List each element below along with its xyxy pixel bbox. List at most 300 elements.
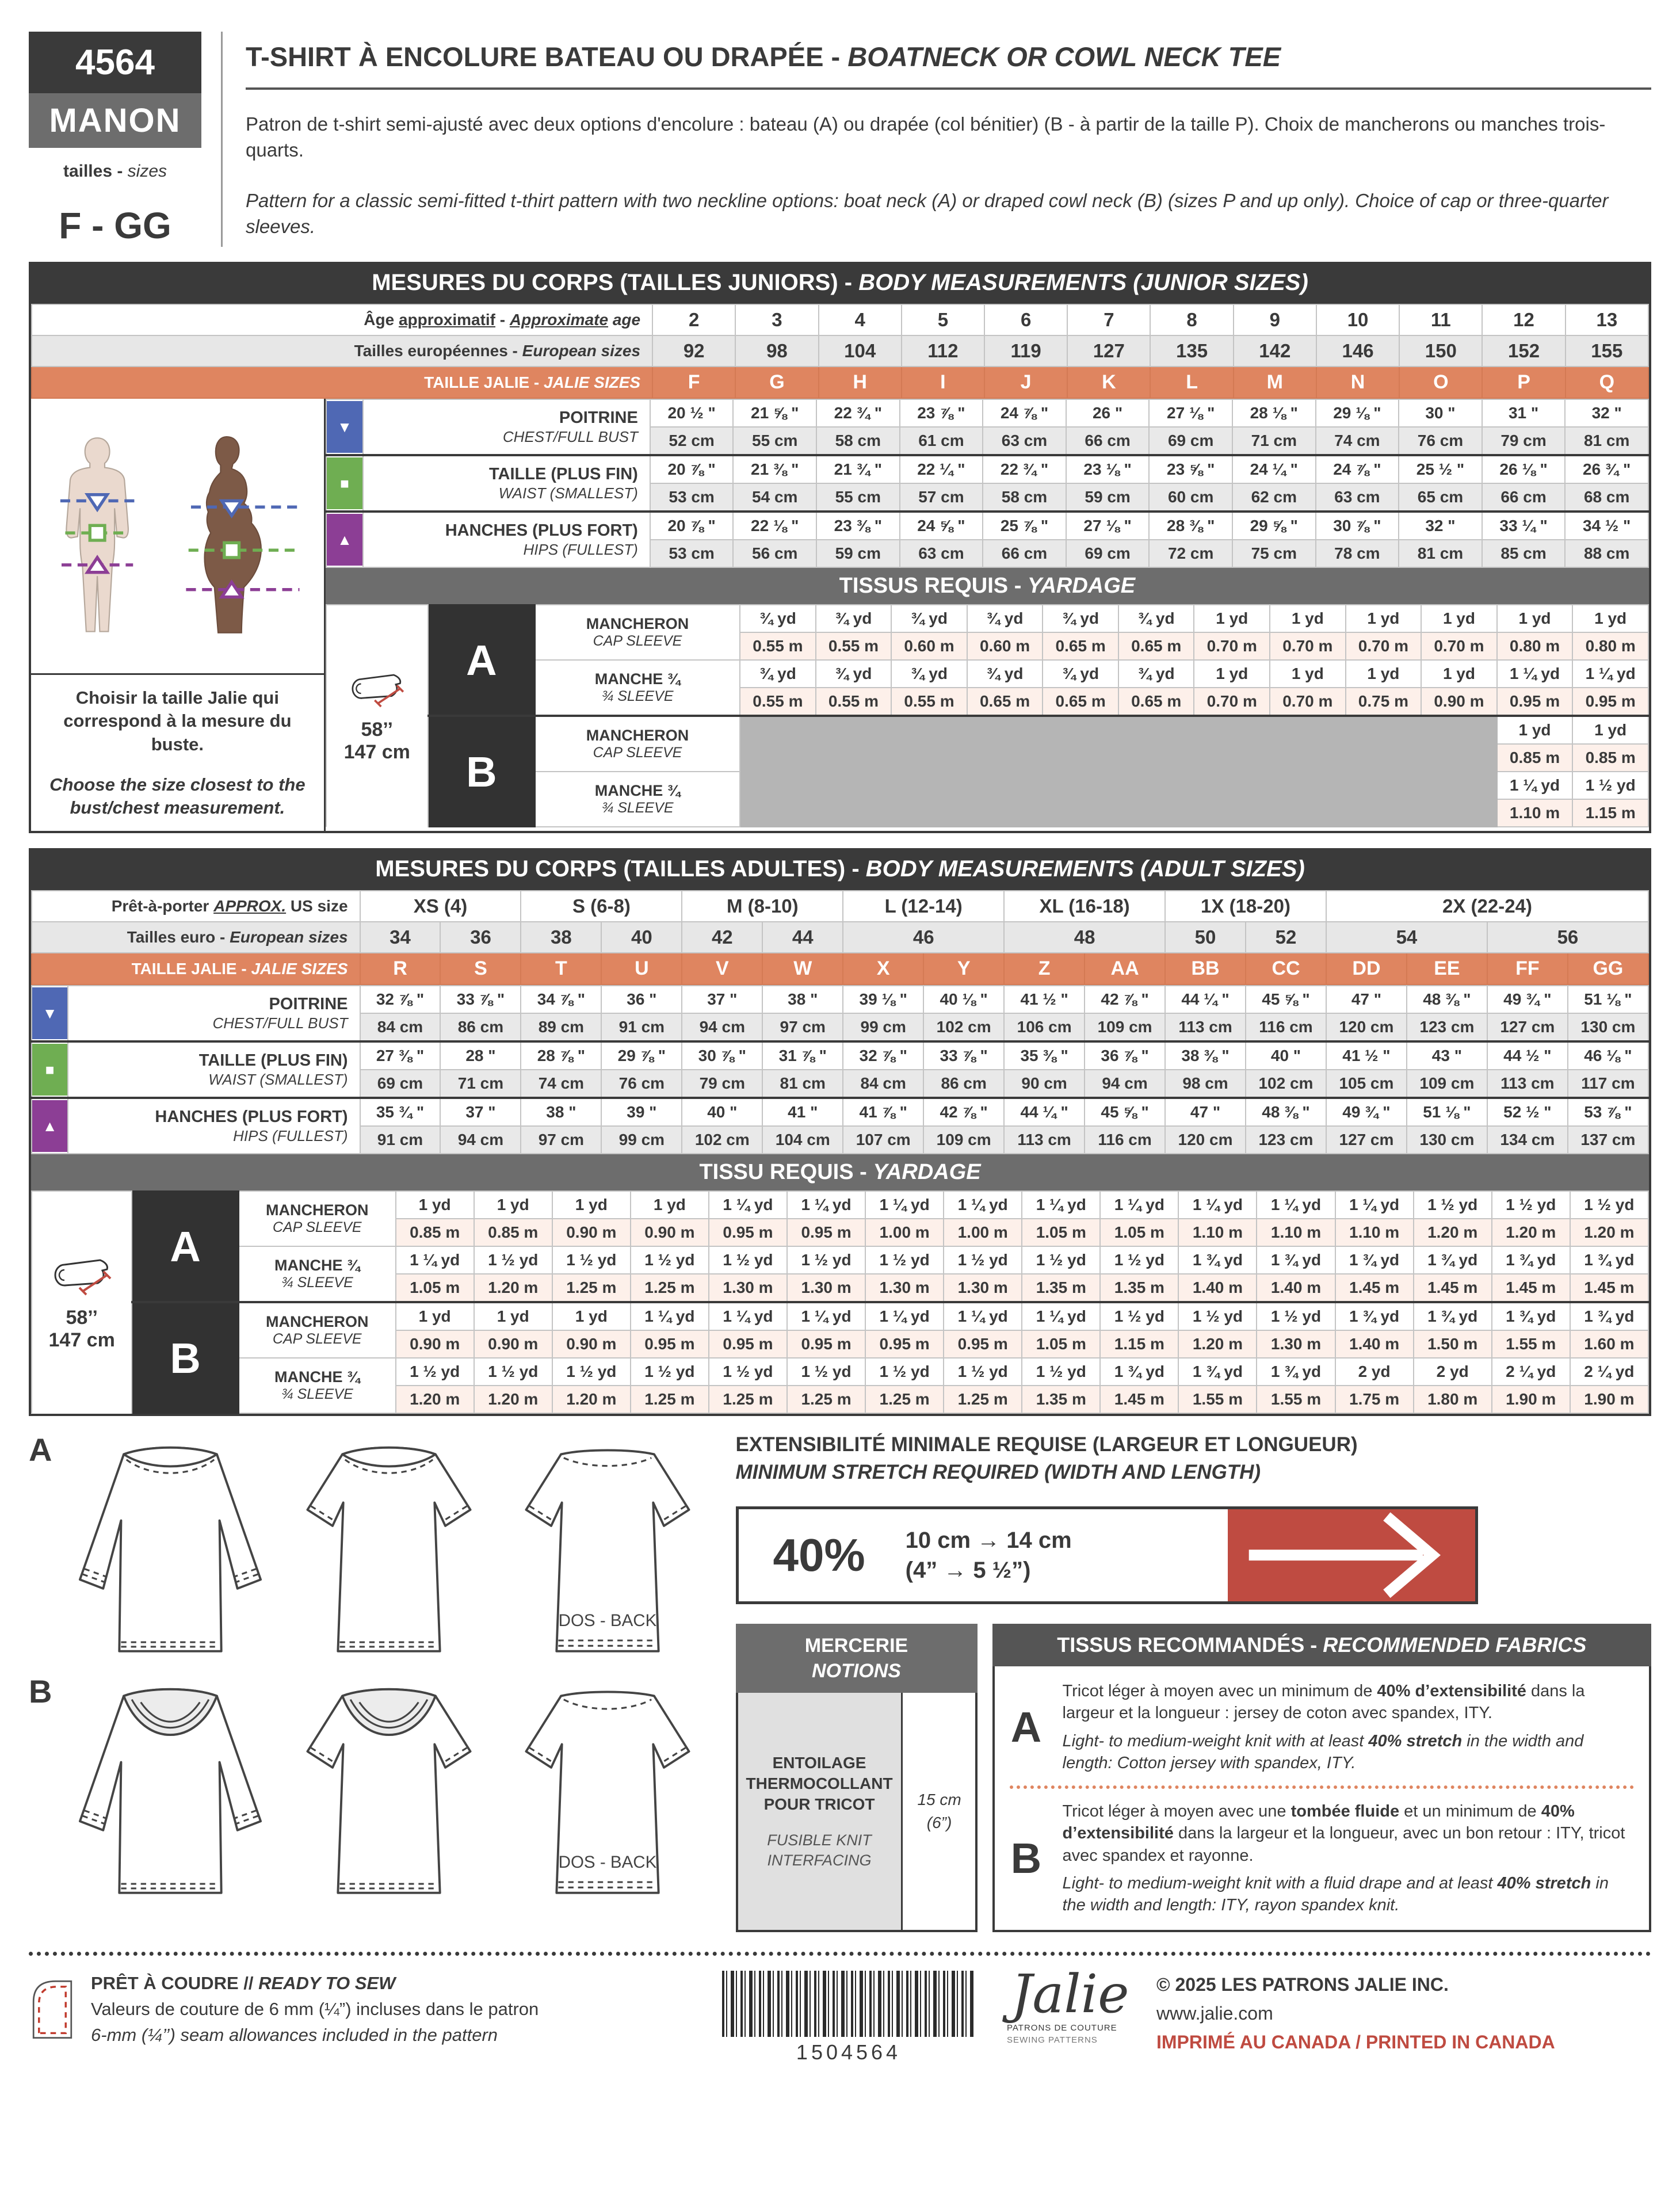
yardage-cell: 1.25 m [709,1386,787,1413]
hips-cm-cell: 56 cm [733,540,816,567]
adult-title-fr: MESURES DU CORPS (TAILLES ADULTES) - [375,856,866,882]
drawing-a-front-34-sleeve [61,1431,280,1673]
waist-in-cell: 21 ¾ " [816,455,900,483]
yardage-cell: 1.80 m [1414,1386,1492,1413]
yardage-cell: 1 ¾ yd [1335,1302,1414,1330]
yardage-cell: 1 ½ yd [1100,1302,1178,1330]
waist-cm-cell: 109 cm [1407,1070,1487,1098]
yardage-cell: 1 yd [1194,660,1270,688]
age-cell: 4 [819,304,902,335]
waist-in-cell: 35 ⅜ " [1004,1041,1085,1070]
chest-cm-cell: 106 cm [1004,1013,1085,1041]
drawing-b-front-cap-sleeve [280,1673,498,1914]
chest-label: POITRINE CHEST/FULL BUST [363,399,650,455]
yardage-cell: 1 ½ yd [787,1358,865,1386]
header-text [221,32,1651,247]
chest-in-cell: 44 ¼ " [1165,986,1246,1013]
yardage-cell: 1.20 m [396,1386,474,1413]
yardage-cell: 0.95 m [631,1330,709,1358]
notions-qty-cm: 15 cm [917,1791,961,1809]
waist-in-cell: 23 ⅝ " [1149,455,1232,483]
yardage-cell: 1 ¼ yd [787,1191,865,1219]
yardage-cell: 1.45 m [1570,1274,1648,1302]
yardage-cell: 1 yd [1572,716,1648,744]
hips-in-cell: 39 " [601,1098,682,1126]
view-b-drawings [29,1673,719,1914]
yardage-cell: 1 yd [474,1302,552,1330]
yardage-cell: 1.55 m [1492,1330,1570,1358]
barcode [722,1971,975,2037]
yardage-cell: 1.30 m [709,1274,787,1302]
view-a-drawings [29,1431,719,1673]
cap-sleeve-label: MANCHERON CAP SLEEVE [535,716,740,772]
yardage-cell: 1 ½ yd [631,1358,709,1386]
yardage-cell: 1.25 m [631,1274,709,1302]
adult-us-size-row [32,891,1648,922]
waist-marker-cell [326,455,363,512]
yardage-cell: 1.20 m [474,1274,552,1302]
yardage-cell: 0.95 m [787,1330,865,1358]
waist-in-cell: 38 ⅜ " [1165,1041,1246,1070]
euro-size-cell: 56 [1487,922,1648,953]
yardage-cell: 1.40 m [1257,1274,1335,1302]
age-cell: 10 [1316,304,1399,335]
jalie-size-cell: S [440,953,521,984]
waist-cm-cell: 62 cm [1232,483,1316,512]
recommended-fabrics-box [992,1624,1652,1932]
yardage-cell: 1 yd [1421,660,1497,688]
yardage-cell: 1 ½ yd [944,1358,1022,1386]
waist-in-cell: 26 ⅛ " [1482,455,1566,483]
empty-cell [740,744,1497,772]
yardage-cell: ¾ yd [1043,605,1118,632]
hips-cm-cell: 75 cm [1232,540,1316,567]
jalie-size-cell: I [902,367,984,398]
hips-in-cell: 34 ½ " [1565,512,1648,540]
yardage-cell: 1 yd [1270,660,1346,688]
jalie-size-cell: W [762,953,843,984]
notions-item-en: FUSIBLE KNIT INTERFACING [767,1831,872,1869]
yardage-cell: 0.70 m [1270,632,1346,660]
yardage-cell: 1 ½ yd [1572,772,1648,799]
yardage-cell: 1 ¾ yd [1570,1302,1648,1330]
age-cell: 7 [1067,304,1150,335]
yardage-cell: 1 yd [474,1191,552,1219]
chest-in-cell: 27 ⅛ " [1149,399,1232,427]
euro-size-cell: 42 [682,922,762,953]
barcode-block [713,1971,984,2065]
hips-cm-cell: 113 cm [1004,1126,1085,1154]
yardage-cell: 1.55 m [1178,1386,1257,1413]
view-b-cell: B [428,716,535,827]
yardage-cell: 1.30 m [865,1274,944,1302]
yardage-cell: 0.55 m [891,688,967,716]
choose-size-note [31,675,324,831]
waist-label: TAILLE (PLUS FIN) WAIST (SMALLEST) [68,1041,360,1098]
chest-in-cell: 36 " [601,986,682,1013]
adult-yardage-table [31,1190,1649,1414]
yardage-cell: 1 ½ yd [1178,1302,1257,1330]
waist-in-cell: 22 ¼ " [900,455,983,483]
waist-cm-cell: 94 cm [1085,1070,1165,1098]
adult-measurements-table [31,985,1649,1154]
description-fr: Patron de t-shirt semi-ajusté avec deux options d'encolure : bateau (A) ou drapée (col bénitier) (B - à partir de la taille P). Choix de mancherons ou manches trois-quarts. [246,113,1606,161]
hips-cm-cell: 63 cm [900,540,983,567]
chest-in-cell: 20 ½ " [650,399,734,427]
waist-in-cell: 24 ¼ " [1232,455,1316,483]
yardage-cell: 1.35 m [1022,1386,1100,1413]
waist-cm-cell: 76 cm [601,1070,682,1098]
adult-yardage-b-cap-yd [32,1302,1648,1330]
chest-cm-cell: 94 cm [682,1013,762,1041]
age-cell: 12 [1482,304,1565,335]
age-cell: 9 [1234,304,1316,335]
jalie-size-cell: J [984,367,1067,398]
fabric-width-cell [32,1191,132,1413]
chest-cm-cell: 97 cm [762,1013,843,1041]
waist-cm-cell: 113 cm [1487,1070,1568,1098]
hips-cm-cell: 102 cm [682,1126,762,1154]
age-cell: 11 [1399,304,1482,335]
bust-marker-icon: ▼ [327,401,362,453]
waist-marker-icon: ■ [32,1044,67,1096]
fabric-roll-icon [345,669,408,711]
hips-in-cell: 29 ⅝ " [1232,512,1316,540]
yardage-cell: 1 ¼ yd [1572,660,1648,688]
hips-cm-cell: 59 cm [816,540,900,567]
sizes-label-en: sizes [127,162,167,181]
yardage-cell: 1.45 m [1414,1274,1492,1302]
jalie-logo-script: Jalie [1011,1963,1129,2025]
yardage-cell: 0.65 m [967,688,1043,716]
adult-hips-in-row [32,1098,1648,1126]
pattern-name: MANON [29,93,201,148]
yardage-cell: 1.45 m [1100,1386,1178,1413]
fabric-width-inches: 58’’ [66,1307,98,1329]
cap-sleeve-label: MANCHERON CAP SLEEVE [535,605,740,660]
adult-yardage-a-cap-yd [32,1191,1648,1219]
euro-size-cell: 127 [1067,335,1150,367]
waist-in-cell: 22 ¾ " [983,455,1066,483]
chest-in-cell: 37 " [682,986,762,1013]
yardage-cell: ¾ yd [967,660,1043,688]
yardage-cell: 1 ¼ yd [1100,1191,1178,1219]
jalie-label: TAILLE JALIE - JALIE SIZES [32,367,652,398]
yardage-cell: 1 ¼ yd [1497,772,1573,799]
seam-allowance-en: 6-mm (¼’’) seam allowances included in the pattern [91,2025,498,2046]
yardage-cell: 1.00 m [865,1219,944,1246]
header [29,32,1651,247]
stretch-arrow-icon [1242,1505,1461,1605]
euro-size-cell: 142 [1234,335,1316,367]
size-range: F - GG [59,205,171,246]
hips-cm-cell: 123 cm [1246,1126,1326,1154]
hips-marker-cell [326,512,363,567]
yardage-cell: 0.95 m [944,1330,1022,1358]
fabric-width-cell [326,605,428,827]
adult-euro-row [32,922,1648,953]
yardage-cell: 1 yd [1270,605,1346,632]
stretch-cm: 10 cm → 14 cm [905,1527,1072,1553]
waist-in-cell: 30 ⅞ " [682,1041,762,1070]
waist-cm-cell: 66 cm [1482,483,1566,512]
yardage-cell: 0.85 m [1497,744,1573,772]
hips-in-cell: 25 ⅞ " [983,512,1066,540]
yardage-cell: 0.70 m [1346,632,1422,660]
jalie-logo-sub-en: SEWING PATTERNS [1007,2035,1098,2046]
yardage-cell: 1 ½ yd [1492,1191,1570,1219]
hips-in-cell: 48 ⅜ " [1246,1098,1326,1126]
yardage-cell: 1 ½ yd [865,1358,944,1386]
yardage-cell: 1 ¼ yd [396,1246,474,1274]
us-size-cell: 2X (22-24) [1326,891,1648,922]
yardage-cell: 1 ¼ yd [944,1302,1022,1330]
hips-in-cell: 52 ½ " [1487,1098,1568,1126]
waist-cm-cell: 65 cm [1399,483,1482,512]
yardage-cell: ¾ yd [816,660,892,688]
yardage-cell: 1.20 m [1570,1219,1648,1246]
age-cell: 3 [735,304,818,335]
three-quarter-sleeve-label: MANCHE ¾ ¾ SLEEVE [535,772,740,827]
yardage-cell: 1 ¾ yd [1178,1246,1257,1274]
cap-sleeve-label: MANCHERON CAP SLEEVE [239,1302,396,1358]
yardage-cell: 1.05 m [396,1274,474,1302]
yardage-cell: 1.25 m [865,1386,944,1413]
jalie-size-cell: V [682,953,762,984]
three-quarter-sleeve-label: MANCHE ¾ ¾ SLEEVE [239,1246,396,1302]
chest-cm-cell: 55 cm [733,427,816,455]
hips-in-cell: 49 ¾ " [1326,1098,1407,1126]
yardage-cell: 1.20 m [552,1386,631,1413]
yardage-cell: 1 yd [552,1191,631,1219]
euro-label: Tailles euro - European sizes [32,922,360,953]
us-size-cell: L (12-14) [843,891,1004,922]
jalie-size-cell: CC [1246,953,1326,984]
yardage-cell: 1 yd [631,1191,709,1219]
yardage-cell: 1 ¼ yd [1497,660,1573,688]
yardage-cell: 0.95 m [865,1330,944,1358]
copyright: © 2025 LES PATRONS JALIE INC. [1156,1974,1449,1995]
bust-marker-cell [32,986,68,1041]
hips-label: HANCHES (PLUS FORT) HIPS (FULLEST) [363,512,650,567]
yardage-cell: 2 yd [1414,1358,1492,1386]
fabric-roll-icon [47,1253,116,1299]
yardage-cell: 0.60 m [891,632,967,660]
yardage-cell: 0.60 m [967,632,1043,660]
jalie-size-cell: X [843,953,923,984]
jalie-logo-sub-fr: PATRONS DE COUTURE [1007,2023,1117,2033]
yardage-cell: ¾ yd [1043,660,1118,688]
chest-cm-cell: 63 cm [983,427,1066,455]
yardage-cell: 1 ¼ yd [1022,1302,1100,1330]
hips-marker-icon: ▲ [327,514,362,566]
yardage-cell: 1.05 m [1100,1219,1178,1246]
chest-in-cell: 33 ⅞ " [440,986,521,1013]
yardage-cell: 1.10 m [1178,1219,1257,1246]
stretch-percentage: 40% [773,1529,865,1581]
fabrics-view-a [995,1672,1650,1782]
waist-in-cell: 26 ¾ " [1565,455,1648,483]
ready-en: READY TO SEW [258,1973,396,1994]
waist-in-cell: 24 ⅞ " [1316,455,1399,483]
yardage-cell: 1 ½ yd [865,1246,944,1274]
euro-size-cell: 152 [1482,335,1565,367]
waist-cm-cell: 84 cm [843,1070,923,1098]
hips-marker-cell [32,1098,68,1154]
chest-cm-cell: 89 cm [521,1013,601,1041]
hips-in-cell: 32 " [1399,512,1482,540]
yardage-cell: 1.20 m [1414,1219,1492,1246]
junior-hips-in-row [326,512,1648,540]
euro-size-cell: 135 [1150,335,1233,367]
yardage-cell: 1 ½ yd [944,1246,1022,1274]
chest-in-cell: 41 ½ " [1004,986,1085,1013]
yardage-cell: 0.55 m [816,632,892,660]
yardage-cell: 1 ¼ yd [865,1302,944,1330]
waist-cm-cell: 59 cm [1066,483,1150,512]
junior-yardage-a-cap-yd [326,605,1648,632]
yardage-cell: 2 ¼ yd [1492,1358,1570,1386]
jalie-size-cell: P [1482,367,1565,398]
jalie-size-cell: N [1316,367,1399,398]
hips-in-cell: 41 ⅞ " [843,1098,923,1126]
yardage-cell: 1 ¾ yd [1492,1302,1570,1330]
euro-size-cell: 54 [1326,922,1487,953]
empty-cell [740,772,1497,799]
hips-in-cell: 23 ⅜ " [816,512,900,540]
hips-cm-cell: 137 cm [1568,1126,1648,1154]
yardage-cell: 0.85 m [1572,744,1648,772]
waist-cm-cell: 55 cm [816,483,900,512]
waist-in-cell: 40 " [1246,1041,1326,1070]
chest-cm-cell: 116 cm [1246,1013,1326,1041]
chest-cm-cell: 69 cm [1149,427,1232,455]
yardage-cell: 1 ½ yd [1022,1246,1100,1274]
yardage-cell: 1 ½ yd [474,1246,552,1274]
waist-in-cell: 20 ⅞ " [650,455,734,483]
chest-in-cell: 30 " [1399,399,1482,427]
junior-age-row [32,304,1648,335]
us-size-cell: M (8-10) [682,891,843,922]
hips-cm-cell: 104 cm [762,1126,843,1154]
waist-in-cell: 33 ⅞ " [923,1041,1004,1070]
view-b-drawing-label: B [29,1673,52,1710]
notions-header [736,1624,978,1693]
euro-size-cell: 48 [1004,922,1165,953]
jalie-size-cell: G [735,367,818,398]
jalie-size-cell: FF [1487,953,1568,984]
yardage-cell: 0.65 m [1118,688,1194,716]
body-figures [31,399,324,675]
yardage-cell: 1.30 m [1257,1330,1335,1358]
chest-in-cell: 31 " [1482,399,1566,427]
drawing-b-front-34-sleeve [61,1673,280,1914]
yardage-cell: 1.75 m [1335,1386,1414,1413]
yardage-cell: 1 yd [1497,716,1573,744]
yardage-cell: 1 ¼ yd [787,1302,865,1330]
euro-size-cell: 52 [1246,922,1326,953]
yardage-cell: 0.90 m [396,1330,474,1358]
waist-in-cell: 41 ½ " [1326,1041,1407,1070]
yardage-cell: ¾ yd [891,605,967,632]
notions-header-en: NOTIONS [812,1660,901,1682]
hips-in-cell: 30 ⅞ " [1316,512,1399,540]
yardage-cell: 1 ¾ yd [1335,1246,1414,1274]
yardage-cell: 1 ½ yd [1414,1191,1492,1219]
euro-size-cell: 40 [601,922,682,953]
chest-in-cell: 22 ¾ " [816,399,900,427]
hips-cm-cell: 99 cm [601,1126,682,1154]
pattern-id-block [29,32,201,247]
chest-in-cell: 21 ⅝ " [733,399,816,427]
yardage-cell: 1.15 m [1100,1330,1178,1358]
age-cell: 8 [1150,304,1233,335]
jalie-size-cell: Z [1004,953,1085,984]
junior-table-title [29,262,1651,304]
notions-item [738,1693,903,1930]
chest-cm-cell: 130 cm [1568,1013,1648,1041]
waist-cm-cell: 86 cm [923,1070,1004,1098]
age-cell: 6 [984,304,1067,335]
jalie-size-cell: M [1234,367,1316,398]
us-size-label: Prêt-à-porter APPROX. US size [32,891,360,922]
euro-size-cell: 50 [1165,922,1246,953]
yardage-cell: ¾ yd [1118,660,1194,688]
notions-quantity [903,1693,976,1930]
age-label: Âge approximatif - Approximate age [32,304,652,335]
hips-cm-cell: 85 cm [1482,540,1566,567]
yardage-cell: 1 ½ yd [396,1358,474,1386]
yardage-cell: 1.35 m [1100,1274,1178,1302]
jalie-size-cell: H [819,367,902,398]
body-measurement-figures-illustration [36,403,319,669]
fabrics-view-a-letter: A [1010,1703,1042,1751]
description-en: Pattern for a classic semi-fitted t-thirt pattern with two neckline options: boat neck (A) or draped cowl neck (B) (sizes P and up only). Choice of cap or three-quarter sleeves. [246,190,1609,237]
yardage-cell: 1 ½ yd [1022,1358,1100,1386]
hips-in-cell: 37 " [440,1098,521,1126]
yardage-cell: 2 yd [1335,1358,1414,1386]
chest-in-cell: 34 ⅞ " [521,986,601,1013]
yardage-cell: 1.30 m [944,1274,1022,1302]
waist-cm-cell: 74 cm [521,1070,601,1098]
chest-cm-cell: 58 cm [816,427,900,455]
euro-size-cell: 112 [902,335,984,367]
adult-waist-in-row [32,1041,1648,1070]
waist-cm-cell: 53 cm [650,483,734,512]
junior-title-en: BODY MEASUREMENTS (JUNIOR SIZES) [858,270,1308,295]
yardage-cell: 1 ½ yd [1257,1302,1335,1330]
yardage-cell: ¾ yd [740,605,816,632]
yardage-cell: 1 yd [396,1191,474,1219]
waist-cm-cell: 98 cm [1165,1070,1246,1098]
bust-marker-cell [326,399,363,455]
yardage-cell: 1.40 m [1335,1330,1414,1358]
hips-in-cell: 38 " [521,1098,601,1126]
chest-cm-cell: 127 cm [1487,1013,1568,1041]
chest-in-cell: 48 ⅜ " [1407,986,1487,1013]
yardage-cell: 1 ¾ yd [1100,1358,1178,1386]
stretch-title-en: MINIMUM STRETCH REQUIRED (WIDTH AND LENGTH) [735,1460,1261,1483]
euro-size-cell: 38 [521,922,601,953]
hips-in-cell: 20 ⅞ " [650,512,734,540]
waist-in-cell: 43 " [1407,1041,1487,1070]
waist-in-cell: 31 ⅞ " [762,1041,843,1070]
waist-cm-cell: 58 cm [983,483,1066,512]
jalie-size-cell: GG [1568,953,1648,984]
pattern-number: 4564 [29,32,201,93]
waist-in-cell: 32 ⅞ " [843,1041,923,1070]
jalie-logo [1007,1963,1133,2046]
